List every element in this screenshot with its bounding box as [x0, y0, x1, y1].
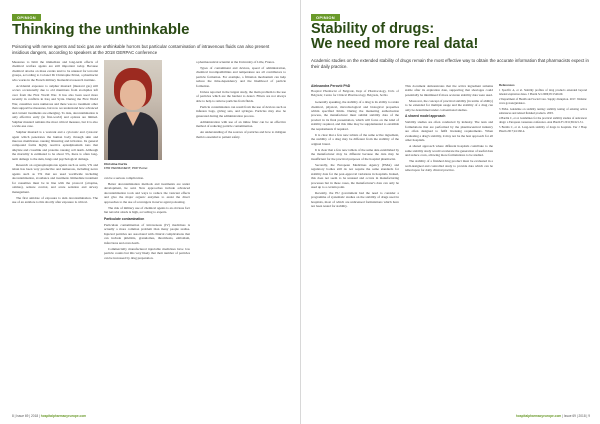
paragraph: Particulate contamination of intravenous (IV) medicines is actually a more common problem than many people realise. Injected particles are associated with clinical complications that can include phlebitis, granulomas, thrombosis, embolism, infarctions and even death. — [104, 222, 190, 245]
paragraph: can be a serious complication. — [104, 176, 144, 180]
paragraph: a pharmaceutical scientist at the University of Lille, France. — [196, 60, 275, 64]
article-title — [311, 22, 478, 51]
paragraph: Particle contamination can result from the use of devices such as infusion bags, giving sets, and syringes. Particles may also be generated during the administration process. — [196, 104, 286, 118]
issue-label: Issue 69 | 2018 — [563, 414, 586, 418]
paragraph: Types of contaminant and devices, speed of administration, chemical incompatibilities and temperature are all contributors to particle formation. For example, a filtration mechanism can help reduce the time-dependency and the likelihood of particle formation. — [196, 65, 286, 88]
paragraph: Sulphur mustard is a vesicant and a cytotoxic and cytotoxic agent which penetrates the human body through skin and mucous membranes causing blistering and irritation. Its general compound forms highly reactive episulphonium ions that alkylate and crosslink and proteins causing cell death. Although the mortality is estimated to be about 3%, there is often long-term damage to the skin, lungs and psychological damage. — [12, 130, 98, 161]
column-2 — [405, 84, 493, 404]
paragraph: Research on organophosphorus agents such as sarin, VX and tabun has been very productive and numerous, including nerve agents such as VX that are used worldwide including decontamination, avoidance and treatment. Immediate treatment for casualties must be in line with the protocol (atropine, oximes), seizure control, and acute sedation and airway management. — [12, 162, 98, 194]
paragraph: Accidental exposure to sulphur mustard (mustard gas) still occurs occasionally due to old munitions from stockpiles left over from the First World War. It has also been used more recently in conflicts in Iraq and Syria. During the First World War, casualties were numerous and there was no treatment other than supportive measures, but now we understand how advanced and current treatments are emerging. To date, decontamination is only effective early (in first-world) and options are limited. Sulphur mustard remains the most critical measure, but it is also a wide-use case. — [12, 83, 98, 129]
author-photo — [104, 60, 162, 160]
paragraph: Measures to limit the immediate and long-term effects of chemical warfare agents are still important today. Because chemical attacks on mass events tend to be unusual for terrorist groups, according to Colonel Dr Christophe Pérret, a pharmacist who works in the French military biomedical research institute. — [12, 60, 98, 82]
paragraph: Stability studies are often conducted by industry. The tests and formulations that are performed by the pharmaceutical industry are often designed to fulfil licensing requirements. When evaluating a drug's stability, it may not be the best approach for all other hospitals. — [405, 120, 493, 143]
paragraph: Commercially manufactured injectable medicines have low particle counts but this very likely that their number of particles can be increased by drug preparation. — [104, 246, 190, 260]
column-2 — [104, 176, 190, 405]
paragraph: Generally speaking, the stability of a drug is its ability to retain chemical, physical, microbiological and biological properties within specified limits. During the marketing authorisation process, the manufacturer must submit stability data of the product in its final presentation, which will focus on the kind of stability required, and this time may be supplemented to establish the requirements if required. — [311, 100, 399, 131]
reference-item: 5 Bardin C, et al. Long-term stability of drugs in hospitals. Eur J Hosp Pharm 2017;24:160-4. — [499, 125, 587, 134]
site-link[interactable]: hospitalpharmacyeurope.com — [515, 414, 562, 418]
caption-name: Christine Curtis — [104, 162, 128, 166]
column-1 — [311, 84, 399, 404]
issue-label: Issue 69 | 2018 — [16, 414, 39, 418]
paragraph: Secondly, the European Medicines Agency (EMA) and regulatory bodies still do not require the same standards for stability data for the post-approval variations in hospitals. Indeed, this does not seem to be unusual and occurs in manufacturing processes but in these cases, the manufacturer's data can only be used up to a certain point. — [311, 162, 399, 189]
article-title: Thinking the unthinkable — [12, 21, 190, 38]
right-page — [300, 0, 600, 424]
photo-caption — [104, 162, 164, 170]
page-number: 9 — [588, 414, 590, 418]
section-tag: OPINION — [12, 14, 41, 21]
paragraph: An understanding of the sources of particles and how to mitigate them is essential to patient safety. — [196, 130, 286, 139]
paragraph: Better decontamination methods and treatments are under development, he said. New approaches include advanced decontamination tools and ways to reduce the vesicant effects and give the major organic enzymes to assist the direct approaches to the use of scavengers in nerve agent poisoning. — [104, 181, 190, 204]
reference-item: 1 Specific A, et al. Stability profiles of drug products extended beyond labeled expiration dates. J Pharm Sci 2006;95:1549-60. — [499, 87, 587, 96]
paragraph: The risk of military use of chemical agents is an obvious fact but terrorist attack is high, according to experts. — [104, 205, 190, 215]
reference-item: 2 Department of Health and Social Care. Supply disruption. 2017. Website: www.gov.uk/guidance. — [499, 97, 587, 106]
author-affiliation: Hospital Pharmacist of Belgrade, Dept of Pharmacology, Univ. of Belgrade; Centre for Clinical Pharmacology, Belgrade, Serbia — [311, 88, 399, 97]
page-footer: 8 | Issue 69 | 2018 | hospitalpharmacyeurope.com — [12, 414, 87, 418]
reference-item: 3 EMA. Guideline on stability testing: stability testing of existing active substances and related finished products. 2003. — [499, 106, 587, 115]
paragraph: It is clear that a few new tablets of the same active ingredient, the stability of a drug may be different from the stability of the original brand. — [311, 132, 399, 146]
article-standfirst: Poisoning with nerve agents and toxic gas are unthinkable horrors but particular contamination of intravenous fluids can also present insidious dangers, according to speakers at the 2018 GERPAC conference — [12, 44, 270, 55]
title-line-2: We need more real data! — [311, 35, 479, 52]
column-3 — [196, 60, 286, 405]
paragraph: Administration with use of an inline filter can be an effective method of reducing particle contamination. — [196, 119, 286, 129]
site-link[interactable]: hospitalpharmacyeurope.com — [40, 414, 87, 418]
section-tag: OPINION — [311, 14, 340, 21]
page-footer: hospitalpharmacyeurope.com | Issue 69 | 2018 | 9 — [515, 414, 590, 418]
subheading: Particulate contamination — [104, 216, 145, 221]
references-heading: References — [499, 84, 515, 87]
paragraph: It is clear that a few new tablets of the same data established by the manufacturer may be different because the data may be insufficient for the practical purposes of the hospital pharmacist. — [311, 147, 399, 161]
paragraph: A shared approach where different hospitals contribute to the same stability study would accelerate the generation of useful data and reduce costs, allowing more formulations to be studied. — [405, 144, 493, 158]
article-standfirst: Academic studies on the extended stability of drugs remain the most effective way to obtain the accurate information that pharmacists expect in their daily practice. — [311, 58, 589, 69]
subheading: A shared model approach — [405, 114, 446, 119]
author-name: Aleksandra Perović PhD — [311, 84, 351, 88]
title-line-1: Stability of drugs: — [311, 21, 435, 37]
reference-item: 4 Bardin C, et al. Guidelines for the practical stability studies of anticancer drugs: a European consensus conference. Ann Pharm Fr 2011;69:221-31. — [499, 115, 587, 124]
paragraph: Moreover, the concept of practical stability (in terms of ability) to be extended for multiple usage and the stability of a drug can only be determined under conventional studies. — [405, 98, 493, 112]
paragraph: This document demonstrates that the active ingredient remains stable after its expiration date, supporting that shortages could potentially be minimised if more accurate stability data were used. — [405, 84, 493, 97]
paragraph: Recently, the EU government had the need to consider a programme of systematic studies on the stability of drugs used in hospitals, most of which are unlicensed formulations which have not been tested for stability. — [311, 190, 399, 209]
paragraph: Unless reported in the largest study, the main problem is the use of particles which are the hardest to detect. Filters are not always able to help to remove particles from fluids. — [196, 89, 286, 103]
page-number: 8 — [12, 414, 14, 418]
references-column — [499, 84, 587, 404]
paragraph: The stability of a finished drug product must be evaluated in a well-designed and controlled study to provide data which can be relied upon for daily clinical practice. — [405, 159, 493, 172]
column-1 — [12, 60, 98, 405]
paragraph: The first antidote of exposure is skin decontamination. The use of an antidote to this shortly after exposure is critical. — [12, 195, 98, 205]
caption-title: FHR PERMANENT, PDP Pétrel — [104, 166, 148, 171]
